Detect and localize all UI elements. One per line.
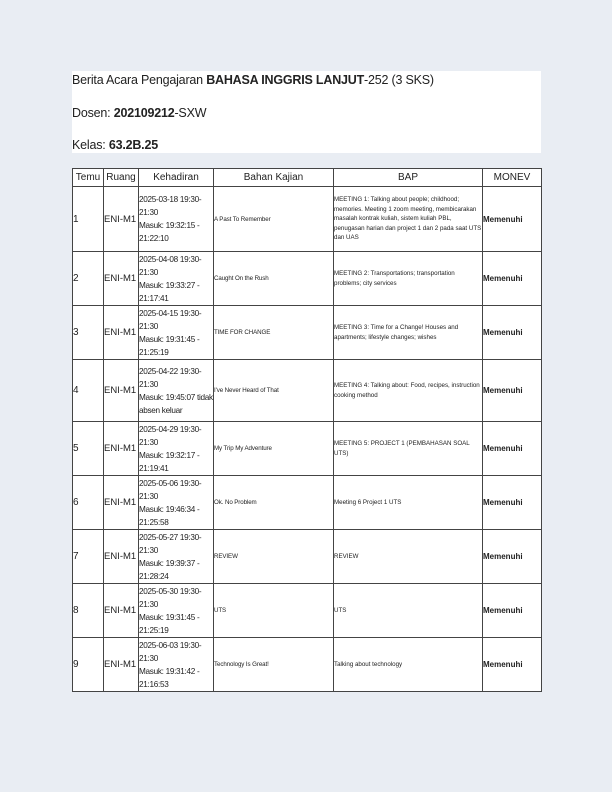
course-code: -252 (3 SKS) [364,73,434,87]
monev-cell: Memenuhi [483,476,542,530]
ruang-cell: ENI-M1 [104,252,139,306]
dosen-line [72,106,206,120]
masuk-text: Masuk: 19:31:45 - 21:25:19 [139,612,200,635]
monev-cell: Memenuhi [483,306,542,360]
table-row [73,476,542,530]
monev-cell: Memenuhi [483,584,542,638]
masuk-text: Masuk: 19:33:27 - 21:17:41 [139,280,200,303]
masuk-text: Masuk: 19:31:42 - 21:16:53 [139,666,200,689]
temu-cell: 9 [73,638,104,692]
bahan-kajian-cell: My Trip My Adventure [214,422,334,476]
col-header-kehadiran: Kehadiran [139,169,214,187]
bahan-kajian-cell: A Past To Remember [214,187,334,252]
monev-cell: Memenuhi [483,530,542,584]
bap-table [72,168,542,692]
temu-cell: 6 [73,476,104,530]
jadwal-text: 2025-05-27 19:30-21:30 [139,532,202,555]
col-header-bahan-kajian: Bahan Kajian [214,169,334,187]
bap-cell: MEETING 1: Talking about people; childhood; memories. Meeting 1 zoom meeting, membicarakan masalah kontrak kuliah, sistem kuliah PBL, penugasan harian dan project 1 dan 2 pada saat UTS dan UAS [334,187,483,252]
monev-cell: Memenuhi [483,422,542,476]
jadwal-text: 2025-04-08 19:30-21:30 [139,254,202,277]
ruang-cell: ENI-M1 [104,360,139,422]
kelas-line [72,138,158,152]
ruang-cell: ENI-M1 [104,306,139,360]
kehadiran-cell [139,306,214,360]
bap-cell: MEETING 4: Talking about: Food, recipes, instruction cooking method [334,360,483,422]
kehadiran-cell [139,252,214,306]
kelas-value: 63.2B.25 [108,138,158,152]
temu-cell: 4 [73,360,104,422]
masuk-text: Masuk: 19:46:34 - 21:25:58 [139,504,200,527]
kehadiran-cell [139,360,214,422]
table-row [73,638,542,692]
monev-cell: Memenuhi [483,638,542,692]
bahan-kajian-cell: UTS [214,584,334,638]
ruang-cell: ENI-M1 [104,530,139,584]
kelas-label: Kelas: [72,138,109,152]
bahan-kajian-cell: REVIEW [214,530,334,584]
kehadiran-cell [139,476,214,530]
jadwal-text: 2025-04-22 19:30-21:30 [139,366,202,389]
kehadiran-cell [139,422,214,476]
jadwal-text: 2025-06-03 19:30-21:30 [139,640,202,663]
bap-cell: MEETING 2: Transportations; transportation problems; city services [334,252,483,306]
table-row [73,422,542,476]
temu-cell: 5 [73,422,104,476]
temu-cell: 3 [73,306,104,360]
masuk-text: Masuk: 19:32:17 - 21:19:41 [139,450,200,473]
masuk-text: Masuk: 19:39:37 - 21:28:24 [139,558,200,581]
dosen-id: 202109212 [113,106,175,120]
report-header [72,71,541,153]
course-name: BAHASA INGGRIS LANJUT [206,73,365,87]
monev-cell: Memenuhi [483,252,542,306]
masuk-text: Masuk: 19:45:07 tidak absen keluar [139,392,213,415]
kehadiran-cell [139,584,214,638]
bap-cell: REVIEW [334,530,483,584]
table-row [73,360,542,422]
ruang-cell: ENI-M1 [104,638,139,692]
kehadiran-cell [139,638,214,692]
bahan-kajian-cell: I've Never Heard of That [214,360,334,422]
table-header-row [73,169,542,187]
table-row [73,530,542,584]
dosen-suffix: -SXW [174,106,207,120]
bap-cell: MEETING 5: PROJECT 1 (PEMBAHASAN SOAL UTS) [334,422,483,476]
bap-cell: Meeting 6 Project 1 UTS [334,476,483,530]
monev-cell: Memenuhi [483,360,542,422]
dosen-label: Dosen: [72,106,114,120]
bap-cell: UTS [334,584,483,638]
col-header-temu: Temu [73,169,104,187]
masuk-text: Masuk: 19:32:15 - 21:22:10 [139,221,200,243]
ruang-cell: ENI-M1 [104,584,139,638]
temu-cell: 7 [73,530,104,584]
jadwal-text: 2025-05-06 19:30-21:30 [139,478,202,501]
jadwal-text: 2025-04-15 19:30-21:30 [139,308,202,331]
temu-cell: 8 [73,584,104,638]
jadwal-text: 2025-03-18 19:30-21:30 [139,195,202,217]
ruang-cell: ENI-M1 [104,187,139,252]
col-header-monev: MONEV [483,169,542,187]
table-row [73,187,542,252]
bahan-kajian-cell: Caught On the Rush [214,252,334,306]
ruang-cell: ENI-M1 [104,422,139,476]
jadwal-text: 2025-04-29 19:30-21:30 [139,424,202,447]
bahan-kajian-cell: Ok. No Problem [214,476,334,530]
temu-cell: 2 [73,252,104,306]
temu-cell: 1 [73,187,104,252]
table-row [73,252,542,306]
kehadiran-cell [139,530,214,584]
kehadiran-cell [139,187,214,252]
masuk-text: Masuk: 19:31:45 - 21:25:19 [139,334,200,357]
table-row [73,306,542,360]
table-row [73,584,542,638]
bahan-kajian-cell: Technology Is Great! [214,638,334,692]
bap-cell: Talking about technology [334,638,483,692]
bap-cell: MEETING 3: Time for a Change! Houses and apartments; lifestyle changes; wishes [334,306,483,360]
col-header-ruang: Ruang [104,169,139,187]
title-prefix: Berita Acara Pengajaran [72,73,207,87]
jadwal-text: 2025-05-30 19:30-21:30 [139,586,202,609]
ruang-cell: ENI-M1 [104,476,139,530]
bahan-kajian-cell: TIME FOR CHANGE [214,306,334,360]
col-header-bap: BAP [334,169,483,187]
monev-cell: Memenuhi [483,187,542,252]
report-title [72,73,434,87]
